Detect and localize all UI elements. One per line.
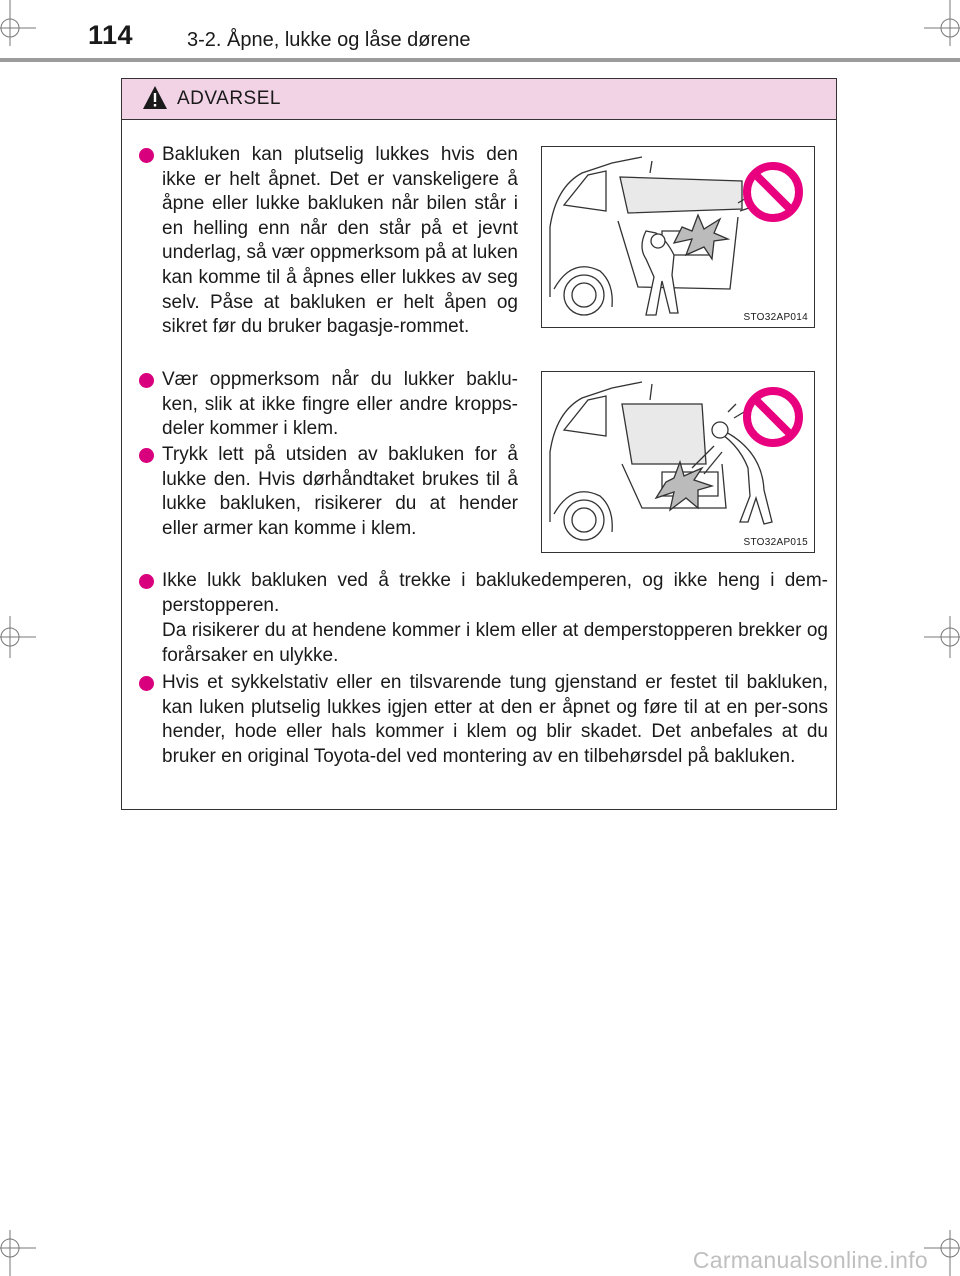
bullet-icon (139, 574, 154, 589)
figure-1 (541, 146, 815, 328)
warning-label: ADVARSEL (177, 88, 281, 109)
section-title: 3-2. Åpne, lukke og låse dørene (187, 29, 471, 51)
warning-item-3: Trykk lett på utsiden av bakluken for å lukke den. Hvis dørhåndtaket brukes til å lukke bakluken, risikerer du at hender eller armer kan komme i klem. (162, 444, 518, 539)
crop-mark-mid-right (920, 612, 960, 662)
warning-item-1: Bakluken kan plutselig lukkes hvis den ikke er helt åpnet. Det er vanskeligere å åpne eller lukke bakluken når bilen står i en helling enn når den står på et jevnt underlag, så vær oppmerksom på at luken kan komme til å åpnes eller lukkes av seg selv. Påse at bakluken er helt åpen og sikret før du bruker bagasje-rommet. (162, 144, 518, 338)
crop-mark-top-left (0, 0, 40, 50)
warning-item-2: Vær oppmerksom når du lukker baklu-ken, slik at ikke fingre eller andre kropps-deler kommer i klem. (162, 369, 518, 440)
warning-item-4-continued: Da risikerer du at hendene kommer i klem eller at demperstopperen brekker og forårsaker en ulykke. (162, 620, 828, 666)
figure-code: STO32AP014 (743, 312, 808, 323)
page-number: 114 (88, 20, 134, 50)
warning-triangle-icon (142, 85, 168, 115)
prohibition-icon (742, 161, 804, 223)
bullet-icon (139, 373, 154, 388)
prohibition-icon (742, 386, 804, 448)
figure-code: STO32AP015 (743, 537, 808, 548)
bullet-icon (139, 676, 154, 691)
crop-mark-mid-left (0, 612, 40, 662)
figure-2 (541, 371, 815, 553)
warning-header (122, 79, 836, 120)
footer-watermark: Carmanualsonline.info (692, 1247, 928, 1273)
crop-mark-top-right (920, 0, 960, 50)
warning-box (121, 78, 837, 810)
bullet-icon (139, 448, 154, 463)
warning-item-5: Hvis et sykkelstativ eller en tilsvarende tung gjenstand er festet til bakluken, kan luken plutselig lukkes igjen etter at den er åpnet og føre til at en per-sons hender, hode eller hals kommer i klem og blir skadet. Det anbefales at du bruker en original Toyota-del ved montering av en tilbehørsdel på bakluken. (162, 672, 828, 767)
header-rule (0, 58, 960, 62)
crop-mark-bottom-left (0, 1226, 40, 1276)
bullet-icon (139, 148, 154, 163)
warning-item-4: Ikke lukk bakluken ved å trekke i baklukedemperen, og ikke heng i dem-perstopperen. (162, 570, 828, 616)
